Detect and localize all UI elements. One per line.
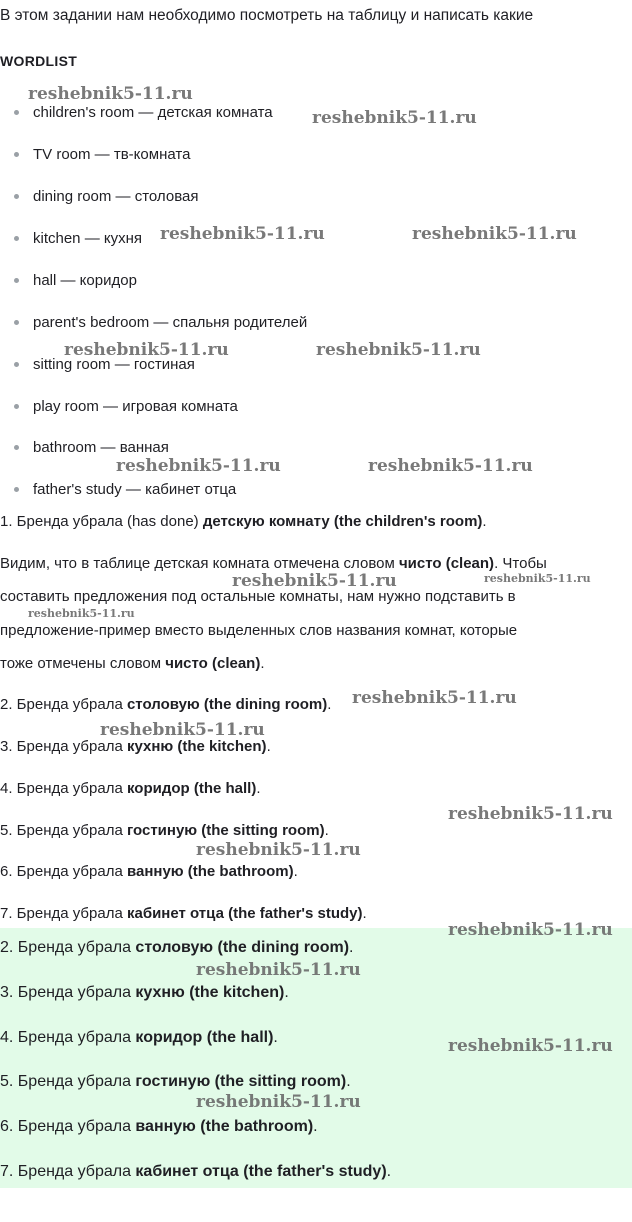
answer-item: 2. Бренда убрала столовую (the dining room). [0,939,354,956]
bullet-icon [14,320,19,325]
list-item: sitting room — гостиная [14,355,195,375]
solution-item: 6. Бренда убрала ванную (the bathroom). [0,863,298,880]
answer-item: 7. Бренда убрала кабинет отца (the father's study). [0,1163,392,1180]
bullet-icon [14,487,19,492]
list-item: hall — коридор [14,271,137,291]
solution-item: 5. Бренда убрала гостиную (the sitting room). [0,822,329,839]
bullet-icon [14,278,19,283]
answer-item: 4. Бренда убрала коридор (the hall). [0,1029,278,1046]
watermark: reshebnik5-11.ru [484,572,591,585]
watermark: reshebnik5-11.ru [64,340,229,360]
watermark: reshebnik5-11.ru [312,108,477,128]
answer-item: 3. Бренда убрала кухню (the kitchen). [0,984,289,1001]
watermark: reshebnik5-11.ru [316,340,481,360]
watermark: reshebnik5-11.ru [412,224,577,244]
list-item: dining room — столовая [14,187,198,207]
bullet-icon [14,152,19,157]
watermark: reshebnik5-11.ru [100,720,265,740]
watermark: reshebnik5-11.ru [196,840,361,860]
solution-paragraph-line: составить предложения под остальные комнаты, нам нужно подставить в [0,588,516,605]
bullet-icon [14,236,19,241]
solution-paragraph-line: тоже отмечены словом чисто (clean). [0,655,265,672]
watermark: reshebnik5-11.ru [232,571,397,591]
list-item: father's study — кабинет отца [14,480,236,500]
list-item: play room — игровая комната [14,397,238,417]
answer-item: 6. Бренда убрала ванную (the bathroom). [0,1118,318,1135]
intro-text: В этом задании нам необходимо посмотреть на таблицу и написать какие [0,7,534,24]
solution-paragraph-line: Видим, что в таблице детская комната отмечена словом чисто (clean). Чтобы [0,555,547,572]
bullet-icon [14,110,19,115]
wordlist-title: WORDLIST [0,53,78,69]
bullet-icon [14,194,19,199]
watermark: reshebnik5-11.ru [196,1092,361,1112]
bullet-icon [14,445,19,450]
clipped-text-line [0,38,632,48]
bullet-icon [14,404,19,409]
bullet-icon [14,362,19,367]
list-item: bathroom — ванная [14,438,169,458]
watermark: reshebnik5-11.ru [28,607,135,620]
watermark: reshebnik5-11.ru [116,456,281,476]
list-item: kitchen — кухня [14,229,142,249]
solution-sentence-1: 1. Бренда убрала (has done) детскую комнату (the children's room). [0,513,487,530]
watermark: reshebnik5-11.ru [368,456,533,476]
solution-item: 4. Бренда убрала коридор (the hall). [0,780,261,797]
watermark: reshebnik5-11.ru [352,688,517,708]
solution-item: 2. Бренда убрала столовую (the dining room). [0,696,332,713]
solution-item: 3. Бренда убрала кухню (the kitchen). [0,738,271,755]
watermark: reshebnik5-11.ru [160,224,325,244]
answer-item: 5. Бренда убрала гостиную (the sitting room). [0,1073,351,1090]
watermark: reshebnik5-11.ru [28,84,193,104]
solution-item: 7. Бренда убрала кабинет отца (the father's study). [0,905,367,922]
list-item: children's room — детская комната [14,103,273,123]
solution-paragraph-line: предложение-пример вместо выделенных слов названия комнат, которые [0,622,518,639]
watermark: reshebnik5-11.ru [196,960,361,980]
watermark: reshebnik5-11.ru [448,804,613,824]
list-item: TV room — тв-комната [14,145,190,165]
watermark: reshebnik5-11.ru [448,920,613,940]
list-item: parent's bedroom — спальня родителей [14,313,307,333]
watermark: reshebnik5-11.ru [448,1036,613,1056]
